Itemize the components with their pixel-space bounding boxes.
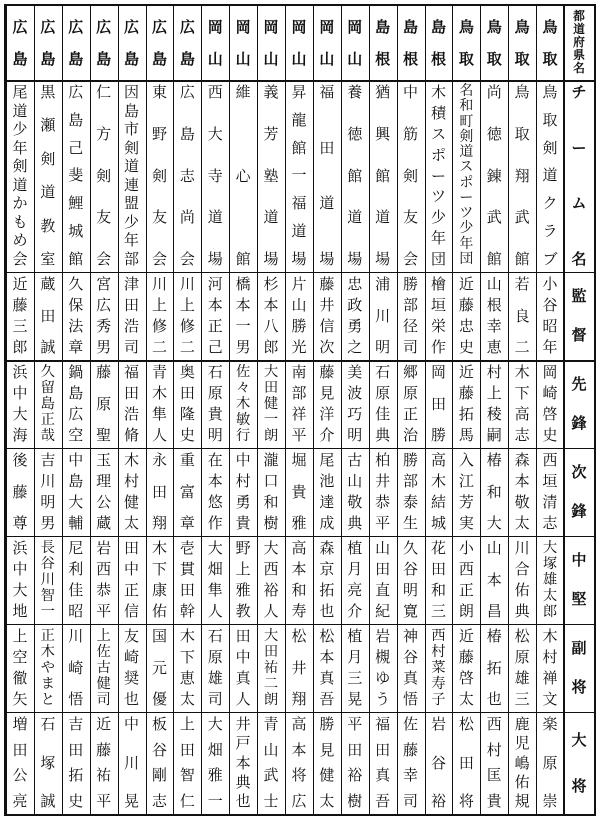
- cell-team: 因 島 市 剣 道 連 盟 少 年 部: [124, 83, 140, 268]
- cell-coach: 宮 広 秀 男: [96, 275, 112, 356]
- cell-taisho: 吉 田 拓 史: [68, 715, 84, 810]
- cell-coach: 川 上 修 二: [151, 275, 167, 356]
- cell-fukusho: 国 元 優: [151, 627, 167, 708]
- cell-chuken: 浜 中 大 地: [12, 539, 28, 620]
- cell-coach: 杉 本 八 郎: [263, 275, 279, 356]
- cell-taisho: 近 藤 祐 平: [96, 715, 112, 810]
- cell-chuken: 山 田 直 紀: [375, 539, 391, 620]
- cell-jiho: 瀧 口 和 樹: [263, 451, 279, 532]
- cell-senpo: 村 上 稜 嗣: [486, 363, 502, 444]
- cell-team: 養 徳 館 道 場: [347, 83, 363, 268]
- cell-team: 東 野 剣 友 会: [151, 83, 167, 268]
- cell-jiho: 高 木 結 城: [430, 451, 446, 532]
- header-prefecture: 都 道 府 県 名: [573, 9, 585, 76]
- cell-team: 福 田 道 場: [319, 83, 335, 268]
- cell-senpo: 鍋 島 広 空: [68, 363, 84, 444]
- cell-chuken: 田 中 正 信: [124, 539, 140, 620]
- column-divider: [6, 6, 7, 814]
- cell-jiho: 古 山 敬 典: [347, 451, 363, 532]
- cell-taisho: 大 畑 雅 一: [207, 715, 223, 810]
- cell-fukusho: 田 中 真 人: [235, 627, 251, 708]
- header-chuken: 中 堅: [571, 551, 587, 608]
- cell-taisho: 中 川 晃: [124, 715, 140, 810]
- cell-fukusho: 神 谷 真 悟: [403, 627, 419, 708]
- cell-coach: 河 本 正 己: [207, 275, 223, 356]
- cell-chuken: 植 月 亮 介: [347, 539, 363, 620]
- cell-coach: 川 上 修 二: [179, 275, 195, 356]
- cell-senpo: 木 下 高 志: [514, 363, 530, 444]
- cell-pref: 岡 山: [263, 17, 279, 68]
- cell-senpo: 浜 中 大 海: [12, 363, 28, 444]
- cell-team: 昇 龍 館 一 福 道 場: [291, 83, 307, 268]
- cell-chuken: 高 本 和 寿: [291, 539, 307, 620]
- cell-team: 鳥 取 剣 道 ク ラ ブ: [542, 83, 558, 268]
- cell-team: 黒 瀬 剣 道 教 室: [40, 83, 56, 268]
- cell-team: 尾 道 少 年 剣 道 か も め 会: [12, 83, 28, 268]
- cell-senpo: 石 原 貴 明: [207, 363, 223, 444]
- cell-taisho: 松 田 将: [458, 715, 474, 810]
- cell-senpo: 南 部 祥 平: [291, 363, 307, 444]
- cell-jiho: 中 村 勇 貴: [235, 451, 251, 532]
- cell-taisho: 福 田 真 吾: [375, 715, 391, 810]
- cell-jiho: 吉 川 明 男: [40, 451, 56, 532]
- cell-senpo: 福 田 浩 脩: [124, 363, 140, 444]
- cell-pref: 岡 山: [207, 17, 223, 68]
- column-divider: [536, 6, 537, 814]
- cell-fukusho: 岩 槻 ゆ う: [375, 627, 391, 708]
- cell-coach: 浦 川 明: [375, 275, 391, 356]
- cell-pref: 岡 山: [291, 17, 307, 68]
- cell-jiho: 後 藤 尊: [12, 451, 28, 532]
- cell-chuken: 川 合 佑 典: [514, 539, 530, 620]
- cell-coach: 勝 部 径 司: [403, 275, 419, 356]
- cell-pref: 岡 山: [347, 17, 363, 68]
- cell-team: 義 芳 塾 道 場: [263, 83, 279, 268]
- cell-jiho: 森 本 敬 太: [514, 451, 530, 532]
- cell-jiho: 玉 理 公 蔵: [96, 451, 112, 532]
- column-divider: [146, 6, 147, 814]
- cell-pref: 鳥 取: [514, 17, 530, 68]
- cell-pref: 広 島: [68, 17, 84, 68]
- column-divider: [452, 6, 453, 814]
- column-divider: [285, 6, 286, 814]
- cell-senpo: 奥 田 隆 史: [179, 363, 195, 444]
- header-fukusho: 副 将: [571, 639, 587, 696]
- cell-team: 広 島 己 斐 鯉 城 館: [68, 83, 84, 268]
- cell-fukusho: 正 木 や ま と: [40, 628, 55, 708]
- cell-coach: 蔵 田 誠: [40, 275, 56, 356]
- column-divider: [257, 6, 258, 814]
- cell-coach: 山 根 幸 恵: [486, 275, 502, 356]
- roster-table: [4, 4, 596, 816]
- column-divider: [313, 6, 314, 814]
- cell-chuken: 野 上 雅 教: [235, 539, 251, 620]
- cell-pref: 広 島: [179, 17, 195, 68]
- cell-pref: 島 根: [403, 17, 419, 68]
- header-divider: [563, 6, 565, 814]
- cell-senpo: 美 波 巧 明: [347, 363, 363, 444]
- cell-fukusho: 植 月 三 晃: [347, 627, 363, 708]
- column-divider: [229, 6, 230, 814]
- cell-coach: 津 田 浩 司: [124, 275, 140, 356]
- cell-senpo: 藤 原 聖: [96, 363, 112, 444]
- row-divider: [6, 360, 594, 362]
- cell-coach: 近 藤 忠 史: [458, 275, 474, 356]
- column-divider: [341, 6, 342, 814]
- cell-coach: 小 谷 昭 年: [542, 275, 558, 356]
- cell-jiho: 勝 部 泰 生: [403, 451, 419, 532]
- column-divider: [118, 6, 119, 814]
- cell-senpo: 藤 見 洋 介: [319, 363, 335, 444]
- cell-coach: 近 藤 三 郎: [12, 275, 28, 356]
- cell-taisho: 鹿 児 嶋 佑 規: [514, 715, 530, 810]
- cell-team: 猶 興 館 道 場: [375, 83, 391, 268]
- cell-pref: 鳥 取: [458, 17, 474, 68]
- cell-fukusho: 西 村 菜 寿 子: [431, 628, 446, 708]
- column-divider: [508, 6, 509, 814]
- cell-team: 維 心 館: [235, 83, 251, 268]
- cell-chuken: 山 本 昌: [486, 539, 502, 620]
- cell-taisho: 楽 原 崇: [542, 715, 558, 810]
- column-divider: [480, 6, 481, 814]
- cell-taisho: 井 戸 本 典 也: [235, 715, 251, 810]
- cell-pref: 広 島: [12, 17, 28, 68]
- cell-taisho: 西 村 匡 貴: [486, 715, 502, 810]
- cell-taisho: 平 田 裕 樹: [347, 715, 363, 810]
- cell-senpo: 岡 崎 啓 史: [542, 363, 558, 444]
- cell-taisho: 増 田 公 亮: [12, 715, 28, 810]
- cell-coach: 若 良 二: [514, 275, 530, 356]
- cell-jiho: 入 江 芳 実: [458, 451, 474, 532]
- cell-senpo: 青 木 隼 人: [151, 363, 167, 444]
- cell-chuken: 久 谷 明 寛: [403, 539, 419, 620]
- cell-pref: 広 島: [40, 17, 56, 68]
- cell-chuken: 尼 利 佳 昭: [68, 539, 84, 620]
- cell-team: 木 積 ス ポ ー ツ 少 年 団: [430, 83, 446, 268]
- cell-fukusho: 友 崎 奨 也: [124, 627, 140, 708]
- cell-senpo: 石 原 佳 典: [375, 363, 391, 444]
- cell-jiho: 堀 貴 雅: [291, 451, 307, 532]
- cell-taisho: 勝 見 健 太: [319, 715, 335, 810]
- header-senpo: 先 鋒: [571, 375, 587, 432]
- cell-coach: 藤 井 信 次: [319, 275, 335, 356]
- cell-jiho: 柏 井 恭 平: [375, 451, 391, 532]
- column-divider: [425, 6, 426, 814]
- header-taisho: 大 将: [571, 730, 587, 795]
- cell-fukusho: 上 空 徹 矢: [12, 627, 28, 708]
- cell-pref: 広 島: [124, 17, 140, 68]
- cell-senpo: 佐 々 木 敏 行: [235, 364, 251, 444]
- cell-fukusho: 松 原 雄 三: [514, 627, 530, 708]
- cell-fukusho: 松 井 翔: [291, 627, 307, 708]
- cell-taisho: 板 谷 剛 志: [151, 715, 167, 810]
- cell-senpo: 岡 田 勝: [430, 363, 446, 444]
- cell-chuken: 森 京 拓 也: [319, 539, 335, 620]
- cell-fukusho: 松 本 真 吾: [319, 627, 335, 708]
- cell-fukusho: 木 下 恵 太: [179, 627, 195, 708]
- cell-coach: 久 保 法 章: [68, 275, 84, 356]
- cell-pref: 岡 山: [319, 17, 335, 68]
- cell-team: 名 和 町 剣 道 ス ポ ー ツ 少 年 団: [459, 83, 474, 267]
- cell-chuken: 長 谷 川 智 一: [40, 540, 55, 620]
- cell-coach: 片 山 勝 光: [291, 275, 307, 356]
- cell-senpo: 久 留 島 正 哉: [40, 364, 55, 444]
- cell-chuken: 大 西 裕 人: [263, 539, 279, 620]
- cell-fukusho: 椿 拓 也: [486, 627, 502, 708]
- cell-jiho: 椿 和 大: [486, 451, 502, 532]
- row-divider: [6, 624, 594, 625]
- cell-fukusho: 近 藤 啓 太: [458, 627, 474, 708]
- cell-taisho: 岩 谷 裕: [430, 715, 446, 810]
- cell-team: 西 大 寺 道 場: [207, 83, 223, 268]
- cell-chuken: 小 西 正 朗: [458, 539, 474, 620]
- column-divider: [62, 6, 63, 814]
- cell-jiho: 中 島 大 輔: [68, 451, 84, 532]
- row-divider: [6, 272, 594, 273]
- cell-jiho: 木 村 健 太: [124, 451, 140, 532]
- cell-fukusho: 川 崎 悟: [68, 627, 84, 708]
- column-divider: [397, 6, 398, 814]
- column-divider: [34, 6, 35, 814]
- cell-chuken: 花 田 和 三: [430, 539, 446, 620]
- cell-fukusho: 上 佐 古 健 司: [96, 628, 111, 708]
- cell-taisho: 青 山 武 士: [263, 715, 279, 810]
- cell-fukusho: 木 村 禅 文: [542, 627, 558, 708]
- cell-senpo: 大 田 健 一 朗: [263, 364, 279, 444]
- cell-pref: 広 島: [151, 17, 167, 68]
- cell-taisho: 石 塚 誠: [40, 715, 56, 810]
- cell-team: 広 島 志 尚 会: [179, 83, 195, 268]
- cell-chuken: 壱 貫 田 幹: [179, 539, 195, 620]
- cell-pref: 鳥 取: [486, 17, 502, 68]
- row-divider: [6, 712, 594, 713]
- cell-pref: 島 根: [430, 17, 446, 68]
- cell-team: 尚 徳 錬 武 館: [486, 83, 502, 268]
- cell-chuken: 木 下 康 佑: [151, 539, 167, 620]
- cell-fukusho: 石 原 雄 司: [207, 627, 223, 708]
- cell-jiho: 西 垣 清 志: [542, 451, 558, 532]
- cell-chuken: 岩 西 恭 平: [96, 539, 112, 620]
- cell-team: 中 筋 剣 友 会: [403, 83, 419, 268]
- cell-taisho: 上 田 智 仁: [179, 715, 195, 810]
- cell-taisho: 佐 藤 幸 司: [403, 715, 419, 810]
- header-jiho: 次 鋒: [571, 463, 587, 520]
- row-divider: [6, 536, 594, 537]
- cell-pref: 鳥 取: [542, 17, 558, 68]
- cell-jiho: 永 田 翔: [151, 451, 167, 532]
- column-divider: [369, 6, 370, 814]
- header-coach: 監 督: [571, 287, 587, 344]
- cell-team: 仁 方 剣 友 会: [96, 83, 112, 268]
- cell-chuken: 大 畑 隼 人: [207, 539, 223, 620]
- cell-coach: 檜 垣 栄 作: [430, 275, 446, 356]
- cell-jiho: 重 富 章: [179, 451, 195, 532]
- column-divider: [90, 6, 91, 814]
- cell-pref: 広 島: [96, 17, 112, 68]
- cell-pref: 岡 山: [235, 17, 251, 68]
- column-divider: [201, 6, 202, 814]
- row-divider: [6, 448, 594, 449]
- cell-pref: 島 根: [375, 17, 391, 68]
- cell-jiho: 尾 池 達 成: [319, 451, 335, 532]
- cell-senpo: 近 藤 拓 馬: [458, 363, 474, 444]
- row-divider: [6, 80, 594, 82]
- cell-coach: 橋 本 一 男: [235, 275, 251, 356]
- cell-fukusho: 大 田 祐 二 朗: [263, 628, 279, 708]
- cell-jiho: 在 本 悠 作: [207, 451, 223, 532]
- cell-team: 鳥 取 翔 武 館: [514, 83, 530, 268]
- column-divider: [173, 6, 174, 814]
- cell-taisho: 高 本 将 広: [291, 715, 307, 810]
- cell-chuken: 大 塚 雄 太 郎: [542, 540, 558, 620]
- cell-senpo: 郷 原 正 治: [403, 363, 419, 444]
- header-team: チ ー ム 名: [571, 83, 587, 268]
- cell-coach: 忠 政 勇 之: [347, 275, 363, 356]
